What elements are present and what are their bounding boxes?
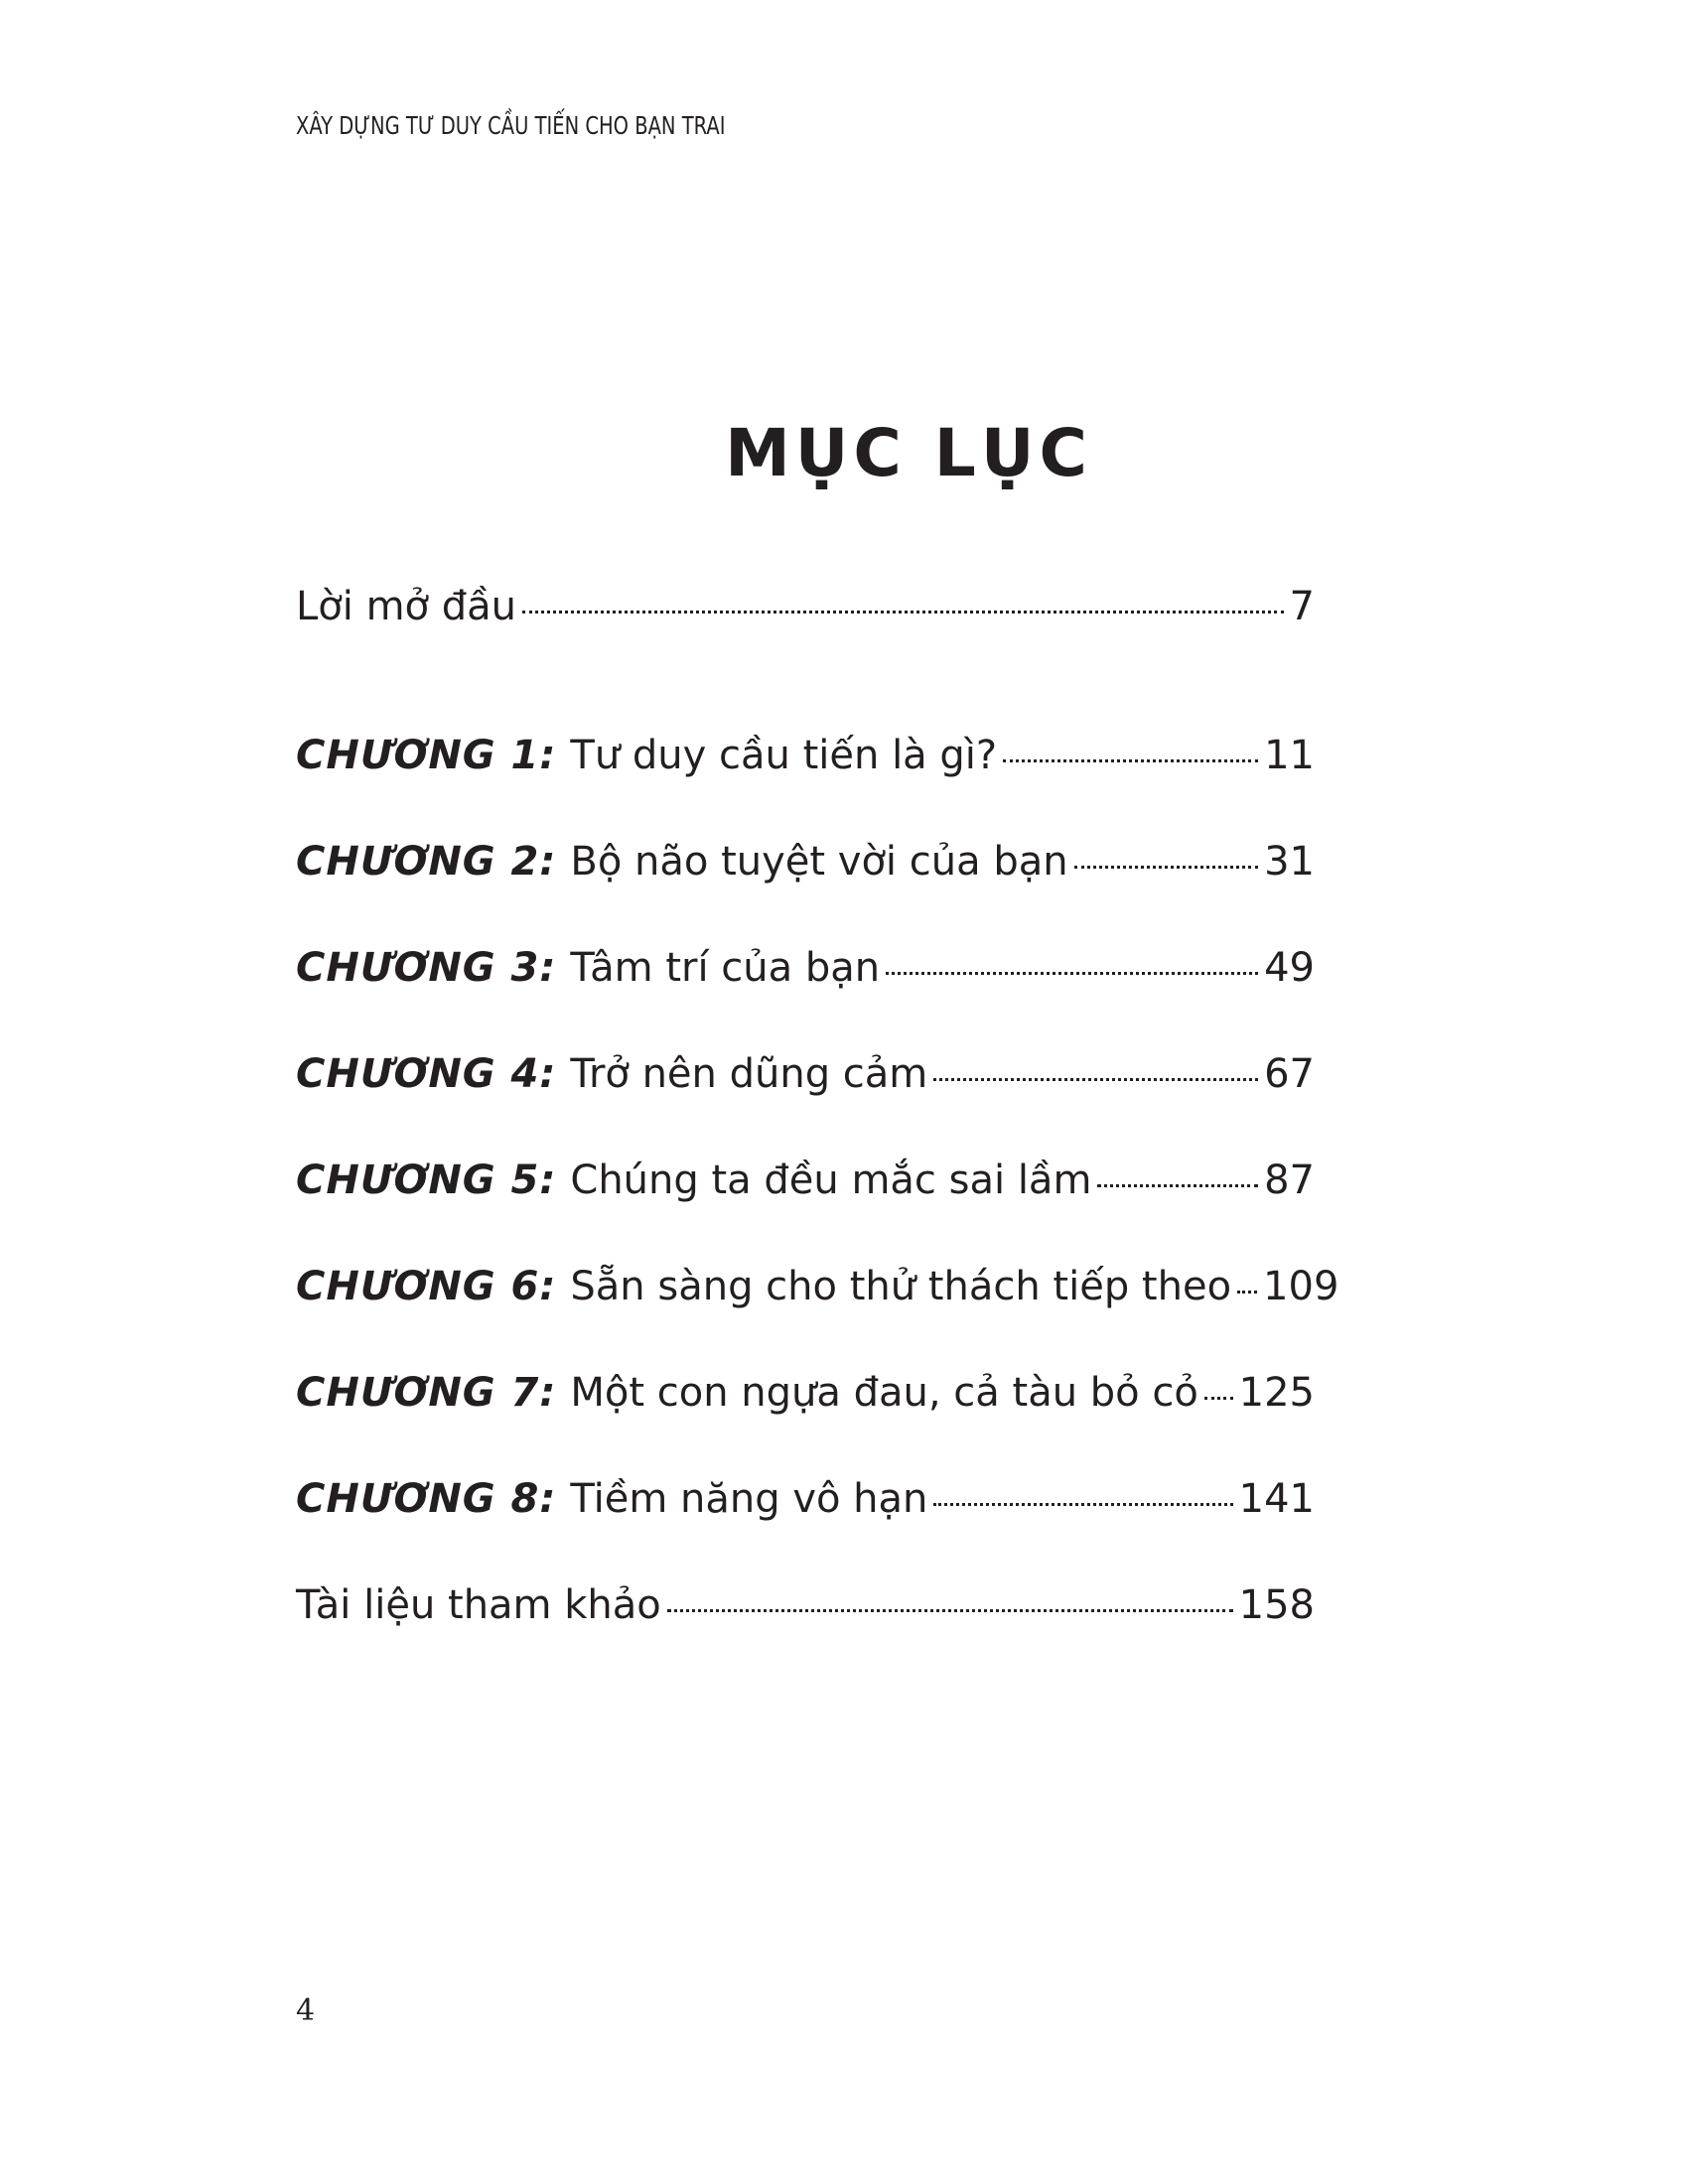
toc-entry-title: Trở nên dũng cảm bbox=[570, 1051, 928, 1097]
running-header: XÂY DỰNG TƯ DUY CẦU TIẾN CHO BẠN TRAI bbox=[296, 111, 726, 140]
toc-title: MỤC LỤC bbox=[725, 415, 1092, 491]
toc-entry-page: 31 bbox=[1264, 839, 1315, 885]
dot-leader bbox=[1074, 866, 1259, 869]
toc-entry-title: Lời mở đầu bbox=[296, 584, 516, 629]
toc-entry-chapter-label: CHƯƠNG 7: bbox=[296, 1370, 557, 1416]
toc-entry-page: 109 bbox=[1263, 1264, 1339, 1309]
toc-entry-chapter-8[interactable] bbox=[296, 1476, 1315, 1536]
toc-entry-page: 67 bbox=[1264, 1051, 1315, 1097]
toc-entry-chapter-label: CHƯƠNG 5: bbox=[296, 1158, 557, 1203]
toc-entry-chapter-label: CHƯƠNG 1: bbox=[296, 733, 557, 778]
toc-entry-chapter-label: CHƯƠNG 6: bbox=[296, 1264, 557, 1309]
toc-entry-title: Tài liệu tham khảo bbox=[296, 1582, 661, 1628]
toc-entry-chapter-2[interactable] bbox=[296, 839, 1315, 898]
toc-entry-page: 49 bbox=[1264, 945, 1315, 991]
toc-entry-title: Chúng ta đều mắc sai lầm bbox=[570, 1158, 1092, 1203]
toc-entry-title: Bộ não tuyệt vời của bạn bbox=[570, 839, 1068, 885]
dot-leader bbox=[1204, 1397, 1233, 1400]
toc-entry-chapter-label: CHƯƠNG 3: bbox=[296, 945, 557, 991]
page-number: 4 bbox=[296, 1993, 316, 2028]
dot-leader bbox=[933, 1078, 1258, 1081]
toc-entry-chapter-label: CHƯƠNG 2: bbox=[296, 839, 557, 885]
toc-entry-page: 11 bbox=[1264, 733, 1315, 778]
toc-entry-title: Sẵn sàng cho thử thách tiếp theo bbox=[570, 1264, 1232, 1309]
toc-entry-page: 141 bbox=[1238, 1476, 1315, 1522]
dot-leader bbox=[1097, 1184, 1258, 1187]
toc-entry-references[interactable] bbox=[296, 1582, 1315, 1642]
dot-leader bbox=[667, 1609, 1233, 1612]
dot-leader bbox=[933, 1503, 1232, 1506]
toc-entry-chapter-6[interactable] bbox=[296, 1264, 1339, 1323]
toc-entry-chapter-7[interactable] bbox=[296, 1370, 1315, 1430]
toc-entry-page: 125 bbox=[1238, 1370, 1315, 1416]
toc-entry-chapter-4[interactable] bbox=[296, 1051, 1315, 1111]
toc-entry-chapter-1[interactable] bbox=[296, 733, 1315, 792]
toc-entry-page: 87 bbox=[1264, 1158, 1315, 1203]
toc-entry-title: Một con ngựa đau, cả tàu bỏ cỏ bbox=[570, 1370, 1198, 1416]
toc-entry-preface[interactable] bbox=[296, 584, 1315, 643]
toc-entry-title: Tư duy cầu tiến là gì? bbox=[570, 733, 998, 778]
toc-entry-chapter-3[interactable] bbox=[296, 945, 1315, 1005]
toc-entry-page: 158 bbox=[1238, 1582, 1315, 1628]
dot-leader bbox=[886, 972, 1258, 975]
toc-entry-chapter-label: CHƯƠNG 4: bbox=[296, 1051, 557, 1097]
toc-entry-page: 7 bbox=[1289, 584, 1315, 629]
dot-leader bbox=[1237, 1291, 1257, 1294]
dot-leader bbox=[522, 611, 1284, 614]
toc-entry-title: Tiềm năng vô hạn bbox=[570, 1476, 928, 1522]
toc-entry-chapter-label: CHƯƠNG 8: bbox=[296, 1476, 557, 1522]
toc-entry-title: Tâm trí của bạn bbox=[570, 945, 881, 991]
dot-leader bbox=[1003, 759, 1258, 762]
toc-entry-chapter-5[interactable] bbox=[296, 1158, 1315, 1217]
